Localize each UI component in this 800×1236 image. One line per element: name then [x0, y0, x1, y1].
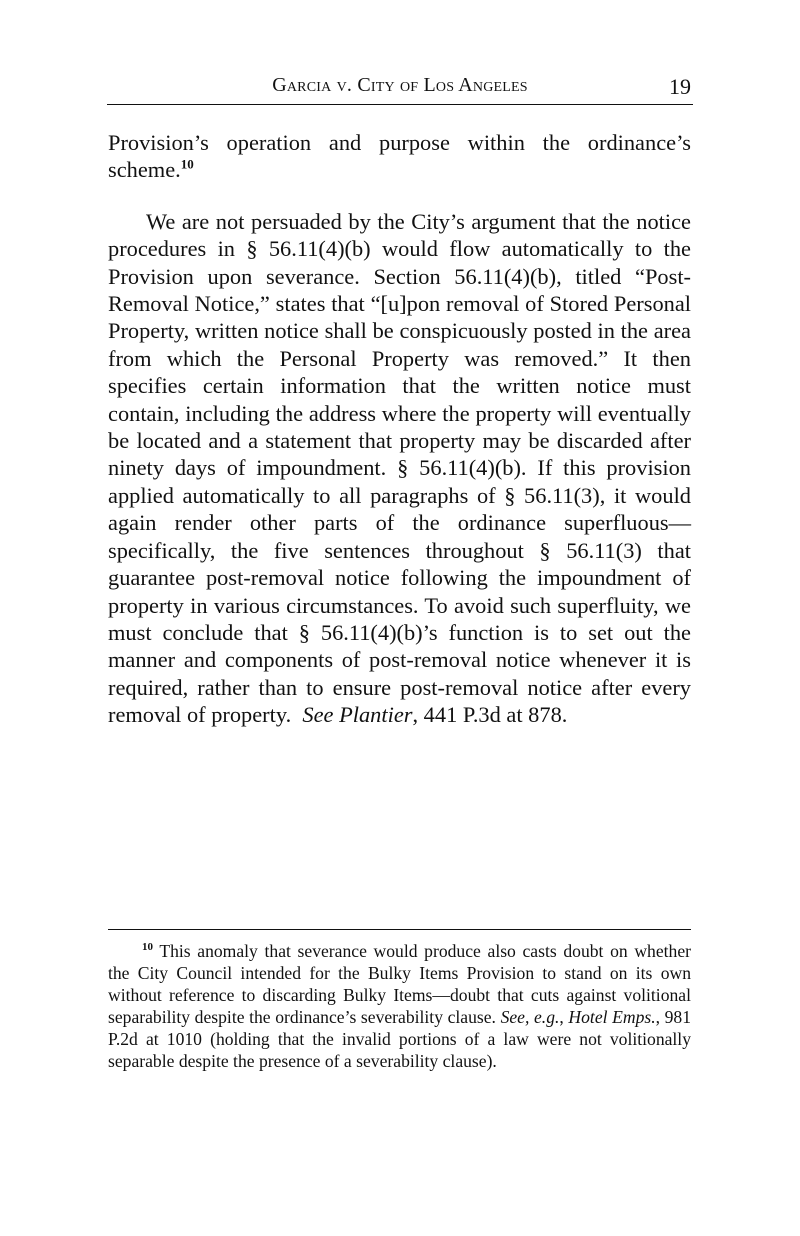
page-number: 19 [669, 74, 691, 99]
citation-reporter: , 441 P.3d at 878. [412, 702, 568, 728]
citation-case-name: Plantier [339, 702, 413, 728]
citation-signal: See, e.g. [500, 1006, 560, 1027]
citation-reporter: , 981 P.2d at 1010 (holding that the invalid portions of a law were not volitionally separable despite the presence of a severability clause). [108, 1006, 692, 1071]
footnote-separator [108, 929, 691, 930]
citation-separator: , [559, 1006, 569, 1027]
footnote-number: 10 [142, 941, 153, 954]
footnote [108, 941, 691, 1072]
footnote-text: This anomaly that severance would produce also casts doubt on whether the City Council intended for the Bulky Items Provision to stand on its own without reference to discarding Bulky Items—doubt that cuts against volitional separability despite the ordinance’s severability clause. [108, 941, 691, 1027]
paragraph-text: Provision’s operation and purpose within the ordinance’s scheme. [108, 130, 691, 183]
running-header [107, 74, 693, 105]
footnote-reference: 10 [180, 156, 194, 172]
paragraph [108, 208, 691, 729]
citation-case-name: Hotel Emps. [568, 1006, 656, 1027]
body-text [108, 129, 691, 729]
footnote-paragraph [108, 941, 691, 1072]
citation-signal: See [302, 702, 334, 728]
paragraph-continued [108, 129, 691, 184]
case-title: Garcia v. City of Los Angeles [272, 74, 528, 96]
paragraph-text: We are not persuaded by the City’s argument that the notice procedures in § 56.11(4)(b) would flow automatically to the Provision upon severance. Section 56.11(4)(b), titled “Post-Removal Notice,” states that “[u]pon removal of Stored Personal Property, written notice shall be conspicuously posted in the area from which the Personal Property was removed.” It then specifies certain information that the written notice must contain, including the address where the property will eventually be located and a statement that property may be discarded after ninety days of impoundment. § 56.11(4)(b). If this provision applied automatically to all paragraphs of § 56.11(3), it would again render other parts of the ordinance superfluous—specifically, the five sentences throughout § 56.11(3) that guarantee post-removal notice following the impoundment of property in various circumstances. To avoid such superfluity, we must conclude that § 56.11(4)(b)’s function is to set out the manner and components of post-removal notice whenever it is required, rather than to ensure post-removal notice after every removal of property. [108, 208, 691, 728]
